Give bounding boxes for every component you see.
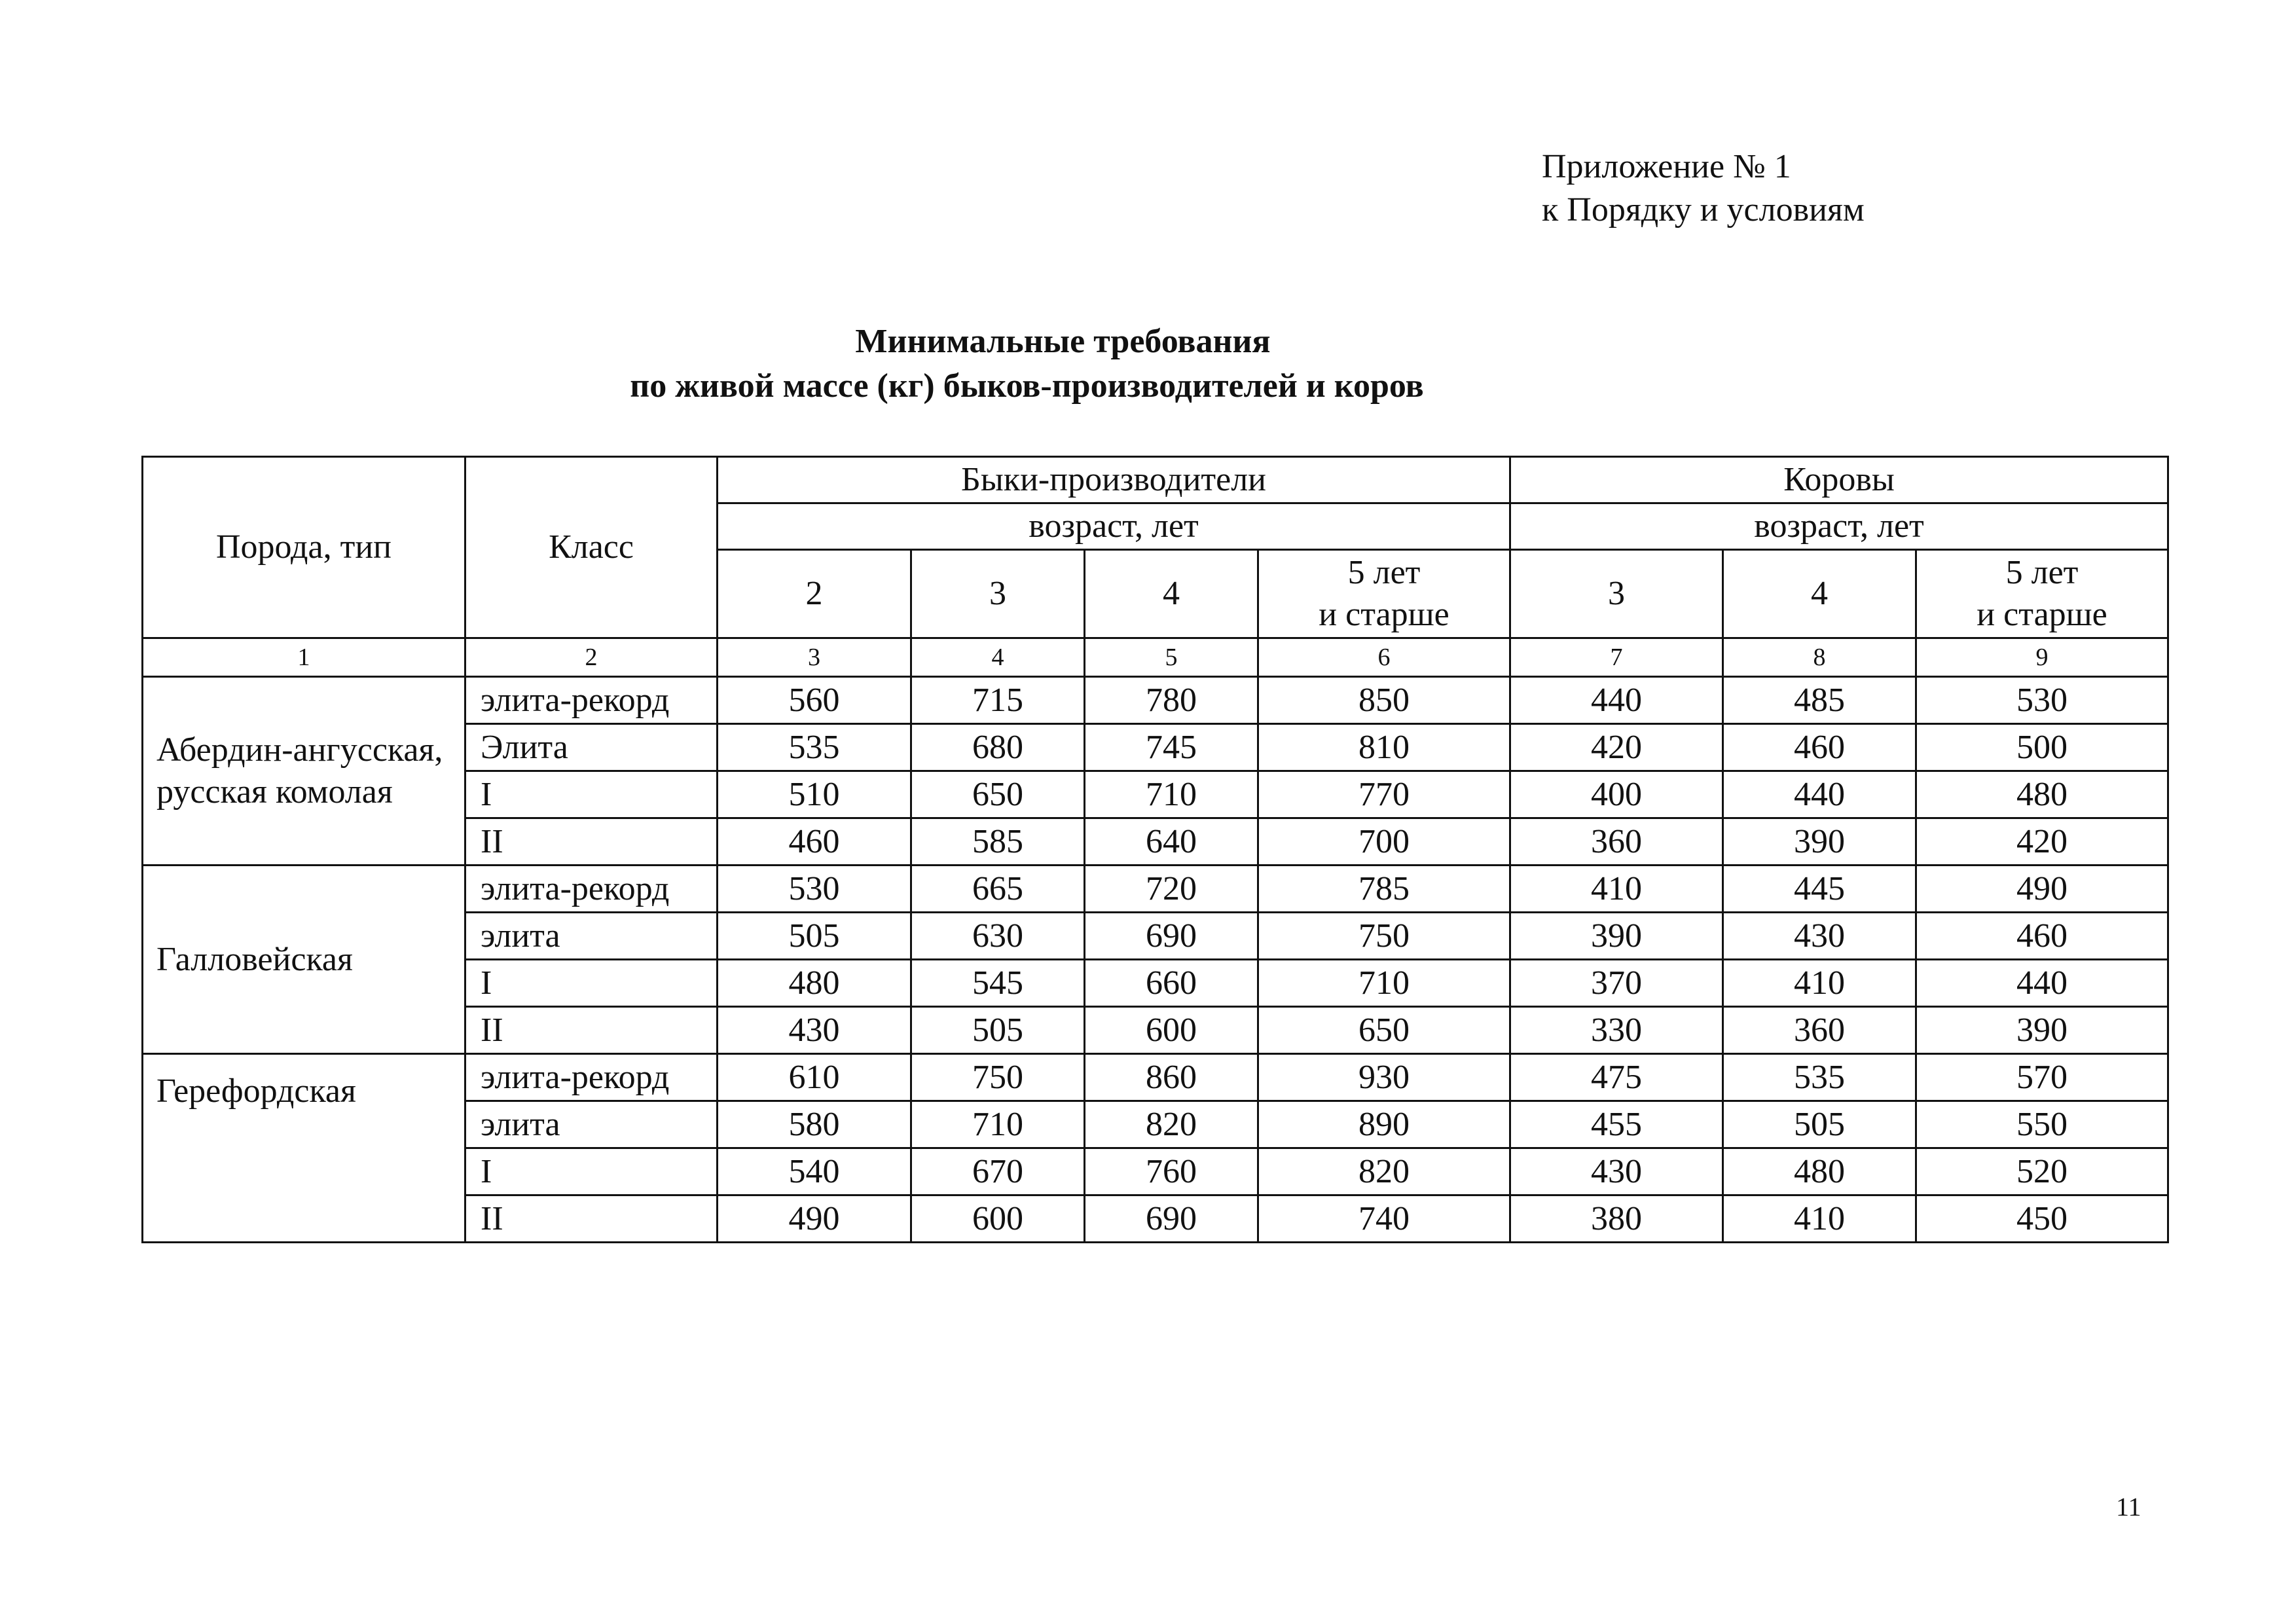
value-cell: 460 — [1916, 913, 2168, 960]
header-cow-age-5plus-line2: и старше — [1977, 596, 2107, 633]
header-bulls: Быки-производители — [718, 457, 1510, 503]
value-cell: 380 — [1510, 1195, 1723, 1243]
value-cell: 580 — [718, 1101, 911, 1148]
class-cell: элита-рекорд — [465, 677, 718, 724]
value-cell: 475 — [1510, 1054, 1723, 1101]
column-number: 2 — [465, 638, 718, 677]
value-cell: 410 — [1723, 960, 1916, 1007]
column-number: 8 — [1723, 638, 1916, 677]
value-cell: 630 — [911, 913, 1085, 960]
value-cell: 440 — [1510, 677, 1723, 724]
class-cell: Элита — [465, 724, 718, 771]
header-cow-age-3: 3 — [1510, 550, 1723, 638]
header-bull-age-5plus-line2: и старше — [1319, 596, 1449, 633]
header-bull-age-4: 4 — [1085, 550, 1258, 638]
value-cell: 430 — [1723, 913, 1916, 960]
value-cell: 585 — [911, 818, 1085, 866]
class-cell: элита-рекорд — [465, 1054, 718, 1101]
value-cell: 410 — [1510, 866, 1723, 913]
value-cell: 480 — [718, 960, 911, 1007]
value-cell: 445 — [1723, 866, 1916, 913]
value-cell: 665 — [911, 866, 1085, 913]
column-number: 1 — [143, 638, 465, 677]
header-cow-age-4: 4 — [1723, 550, 1916, 638]
value-cell: 410 — [1723, 1195, 1916, 1243]
value-cell: 370 — [1510, 960, 1723, 1007]
value-cell: 455 — [1510, 1101, 1723, 1148]
value-cell: 460 — [718, 818, 911, 866]
value-cell: 650 — [1258, 1007, 1510, 1054]
class-cell: I — [465, 960, 718, 1007]
value-cell: 390 — [1510, 913, 1723, 960]
appendix-reference — [1542, 145, 1865, 232]
value-cell: 505 — [718, 913, 911, 960]
column-number: 3 — [718, 638, 911, 677]
class-cell: элита — [465, 1101, 718, 1148]
class-cell: II — [465, 818, 718, 866]
header-cow-age-5plus-line1: 5 лет — [2005, 554, 2079, 591]
header-bull-age-2: 2 — [718, 550, 911, 638]
column-number: 9 — [1916, 638, 2168, 677]
value-cell: 420 — [1916, 818, 2168, 866]
header-row-1 — [143, 457, 2168, 503]
table-row — [143, 1054, 2168, 1101]
value-cell: 640 — [1085, 818, 1258, 866]
value-cell: 690 — [1085, 1195, 1258, 1243]
value-cell: 550 — [1916, 1101, 2168, 1148]
value-cell: 520 — [1916, 1148, 2168, 1195]
header-bulls-age: возраст, лет — [718, 503, 1510, 550]
header-breed: Порода, тип — [143, 457, 465, 638]
table-row — [143, 866, 2168, 913]
value-cell: 535 — [1723, 1054, 1916, 1101]
value-cell: 930 — [1258, 1054, 1510, 1101]
value-cell: 360 — [1510, 818, 1723, 866]
table-row — [143, 677, 2168, 724]
value-cell: 430 — [718, 1007, 911, 1054]
appendix-line-1: Приложение № 1 — [1542, 148, 1791, 185]
value-cell: 750 — [911, 1054, 1085, 1101]
value-cell: 600 — [911, 1195, 1085, 1243]
value-cell: 770 — [1258, 771, 1510, 818]
value-cell: 500 — [1916, 724, 2168, 771]
value-cell: 710 — [1258, 960, 1510, 1007]
column-number: 7 — [1510, 638, 1723, 677]
value-cell: 420 — [1510, 724, 1723, 771]
value-cell: 540 — [718, 1148, 911, 1195]
header-cows-age: возраст, лет — [1510, 503, 2168, 550]
value-cell: 710 — [911, 1101, 1085, 1148]
appendix-line-2: к Порядку и условиям — [1542, 191, 1865, 228]
column-number: 6 — [1258, 638, 1510, 677]
value-cell: 560 — [718, 677, 911, 724]
value-cell: 490 — [718, 1195, 911, 1243]
value-cell: 690 — [1085, 913, 1258, 960]
value-cell: 530 — [1916, 677, 2168, 724]
live-weight-requirements-table — [141, 456, 2169, 1243]
value-cell: 670 — [911, 1148, 1085, 1195]
class-cell: элита — [465, 913, 718, 960]
value-cell: 650 — [911, 771, 1085, 818]
class-cell: II — [465, 1195, 718, 1243]
value-cell: 460 — [1723, 724, 1916, 771]
document-title — [0, 319, 2296, 409]
value-cell: 740 — [1258, 1195, 1510, 1243]
value-cell: 430 — [1510, 1148, 1723, 1195]
value-cell: 680 — [911, 724, 1085, 771]
title-line-2: по живой массе (кг) быков-производителей и коров — [630, 367, 1424, 405]
value-cell: 715 — [911, 677, 1085, 724]
breed-cell: Галловейская — [143, 866, 465, 1054]
value-cell: 570 — [1916, 1054, 2168, 1101]
value-cell: 850 — [1258, 677, 1510, 724]
value-cell: 530 — [718, 866, 911, 913]
breed-cell: Герефордская — [143, 1054, 465, 1243]
value-cell: 505 — [1723, 1101, 1916, 1148]
value-cell: 860 — [1085, 1054, 1258, 1101]
header-bull-age-5plus-line1: 5 лет — [1347, 554, 1421, 591]
value-cell: 820 — [1085, 1101, 1258, 1148]
title-line-1: Минимальные требования — [855, 323, 1271, 360]
column-number: 5 — [1085, 638, 1258, 677]
value-cell: 760 — [1085, 1148, 1258, 1195]
value-cell: 820 — [1258, 1148, 1510, 1195]
value-cell: 505 — [911, 1007, 1085, 1054]
value-cell: 720 — [1085, 866, 1258, 913]
value-cell: 400 — [1510, 771, 1723, 818]
value-cell: 745 — [1085, 724, 1258, 771]
value-cell: 890 — [1258, 1101, 1510, 1148]
header-cows: Коровы — [1510, 457, 2168, 503]
value-cell: 510 — [718, 771, 911, 818]
value-cell: 485 — [1723, 677, 1916, 724]
value-cell: 600 — [1085, 1007, 1258, 1054]
breed-cell: Абердин-ангусская, русская комолая — [143, 677, 465, 866]
value-cell: 545 — [911, 960, 1085, 1007]
value-cell: 440 — [1916, 960, 2168, 1007]
value-cell: 330 — [1510, 1007, 1723, 1054]
class-cell: II — [465, 1007, 718, 1054]
class-cell: элита-рекорд — [465, 866, 718, 913]
value-cell: 750 — [1258, 913, 1510, 960]
value-cell: 360 — [1723, 1007, 1916, 1054]
value-cell: 810 — [1258, 724, 1510, 771]
value-cell: 660 — [1085, 960, 1258, 1007]
header-bull-age-3: 3 — [911, 550, 1085, 638]
value-cell: 490 — [1916, 866, 2168, 913]
value-cell: 610 — [718, 1054, 911, 1101]
value-cell: 390 — [1916, 1007, 2168, 1054]
class-cell: I — [465, 771, 718, 818]
value-cell: 480 — [1916, 771, 2168, 818]
value-cell: 440 — [1723, 771, 1916, 818]
value-cell: 780 — [1085, 677, 1258, 724]
value-cell: 785 — [1258, 866, 1510, 913]
class-cell: I — [465, 1148, 718, 1195]
value-cell: 390 — [1723, 818, 1916, 866]
value-cell: 480 — [1723, 1148, 1916, 1195]
value-cell: 700 — [1258, 818, 1510, 866]
column-number-row — [143, 638, 2168, 677]
header-bull-age-5plus — [1258, 550, 1510, 638]
value-cell: 710 — [1085, 771, 1258, 818]
header-class: Класс — [465, 457, 718, 638]
page-number: 11 — [2116, 1492, 2141, 1522]
value-cell: 450 — [1916, 1195, 2168, 1243]
column-number: 4 — [911, 638, 1085, 677]
header-cow-age-5plus — [1916, 550, 2168, 638]
value-cell: 535 — [718, 724, 911, 771]
